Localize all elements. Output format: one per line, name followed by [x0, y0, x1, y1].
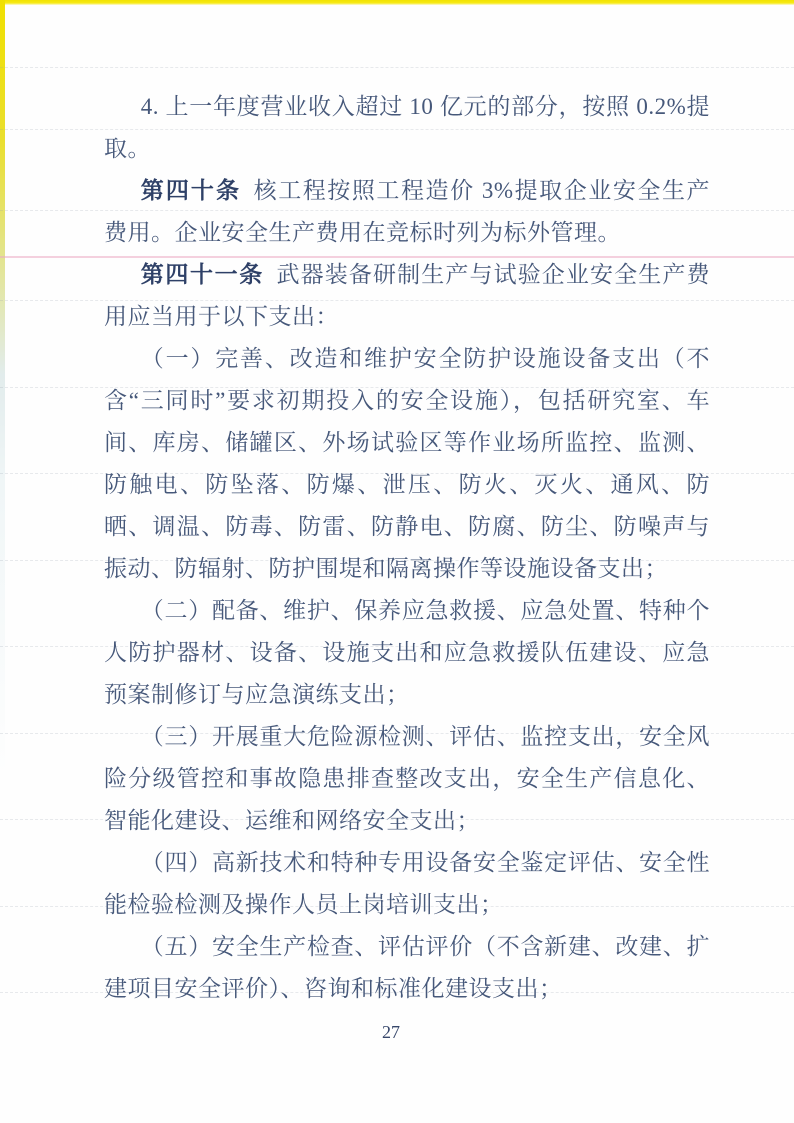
paragraph-article-41 [104, 254, 710, 338]
paragraph-text: （三）开展重大危险源检测、评估、监控支出，安全风险分级管控和事故隐患排查整改支出，安全生产信息化、智能化建设、运维和网络安全支出； [104, 724, 710, 833]
page-number: 27 [382, 1022, 400, 1042]
paragraph-text: （五）安全生产检查、评估评价（不含新建、改建、扩建项目安全评价）、咨询和标准化建设支出； [104, 934, 710, 1001]
paragraph-article-40 [104, 170, 710, 254]
paragraph-clause-5 [104, 926, 710, 1010]
paragraph-item-4 [104, 86, 710, 170]
paragraph-text: （二）配备、维护、保养应急救援、应急处置、特种个人防护器材、设备、设施支出和应急救援队伍建设、应急预案制修订与应急演练支出； [104, 598, 710, 707]
article-41-number: 第四十一条 [140, 262, 264, 287]
paragraph-clause-3 [104, 716, 710, 842]
article-40-number: 第四十条 [140, 178, 242, 203]
paragraph-text: （一）完善、改造和维护安全防护设施设备支出（不含“三同时”要求初期投入的安全设施），包括研究室、车间、库房、储罐区、外场试验区等作业场所监控、监测、防触电、防坠落、防爆、泄压、防火、灭火、通风、防晒、调温、防毒、防雷、防静电、防腐、防尘、防噪声与振动、防辐射、防护围堤和隔离操作等设施设备支出； [104, 346, 710, 581]
paragraph-text: 武器装备研制生产与试验企业安全生产费用应当用于以下支出： [104, 262, 711, 329]
paragraph-clause-2 [104, 590, 710, 716]
paragraph-text: （四）高新技术和特种专用设备安全鉴定评估、安全性能检验检测及操作人员上岗培训支出； [104, 850, 710, 917]
paragraph-text: 核工程按照工程造价 3%提取企业安全生产费用。企业安全生产费用在竞标时列为标外管理。 [104, 178, 710, 245]
paragraph-text: 4. 上一年度营业收入超过 10 亿元的部分，按照 0.2%提取。 [104, 94, 710, 161]
paragraph-clause-1 [104, 338, 710, 590]
paragraph-clause-4 [104, 842, 710, 926]
